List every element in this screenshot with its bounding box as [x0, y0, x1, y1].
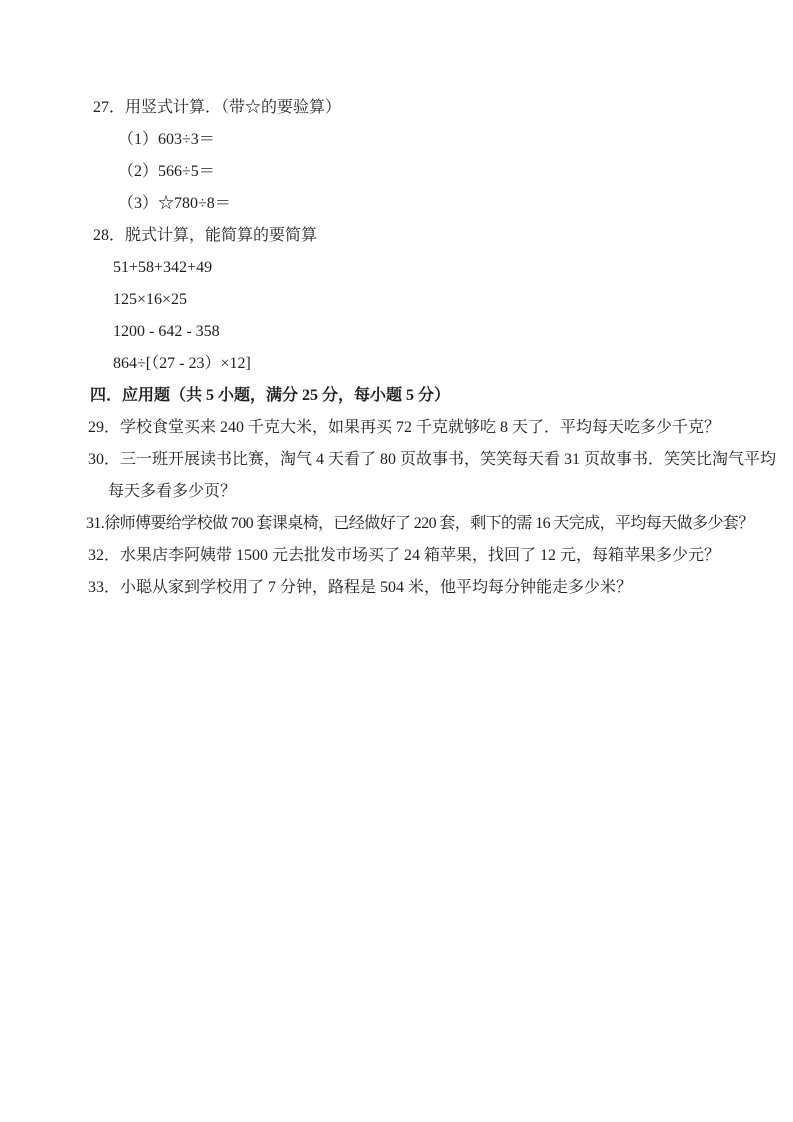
question-28-expression-2: 125×16×25	[113, 291, 188, 308]
question-31-text: 31.徐师傅要给学校做 700 套课桌椅，已经做好了 220 套，剩下的需 16 天完成，平均每天做多少套？	[86, 515, 754, 532]
question-27-part-1: （1）603÷3＝	[118, 131, 215, 148]
question-28-expression-1: 51+58+342+49	[113, 259, 213, 276]
section-4-heading: 四．应用题（共 5 小题，满分 25 分，每小题 5 分）	[90, 387, 451, 404]
question-28-heading: 28．脱式计算，能简算的要简算	[93, 227, 318, 244]
question-29-text: 29．学校食堂买来 240 千克大米，如果再买 72 千克就够吃 8 天了．平均每天吃多少千克？	[88, 419, 721, 436]
question-30-text-line-1: 30．三一班开展读书比赛，淘气 4 天看了 80 页故事书，笑笑每天看 31 页故事书．笑笑比淘气平均	[88, 451, 777, 468]
question-33-text: 33．小聪从家到学校用了 7 分钟，路程是 504 米，他平均每分钟能走多少米？	[88, 579, 633, 596]
question-27-heading: 27．用竖式计算．（带☆的要验算）	[93, 99, 342, 116]
question-28-expression-3: 1200 - 642 - 358	[113, 323, 220, 340]
question-30-text-line-2: 每天多看多少页？	[108, 483, 237, 500]
question-32-text: 32．水果店李阿姨带 1500 元去批发市场买了 24 箱苹果，找回了 12 元，每箱苹果多少元？	[88, 547, 721, 564]
question-27-part-3: （3）☆780÷8＝	[118, 195, 231, 212]
question-28-expression-4: 864÷[（27 - 23）×12]	[113, 355, 251, 372]
question-27-part-2: （2）566÷5＝	[118, 163, 215, 180]
